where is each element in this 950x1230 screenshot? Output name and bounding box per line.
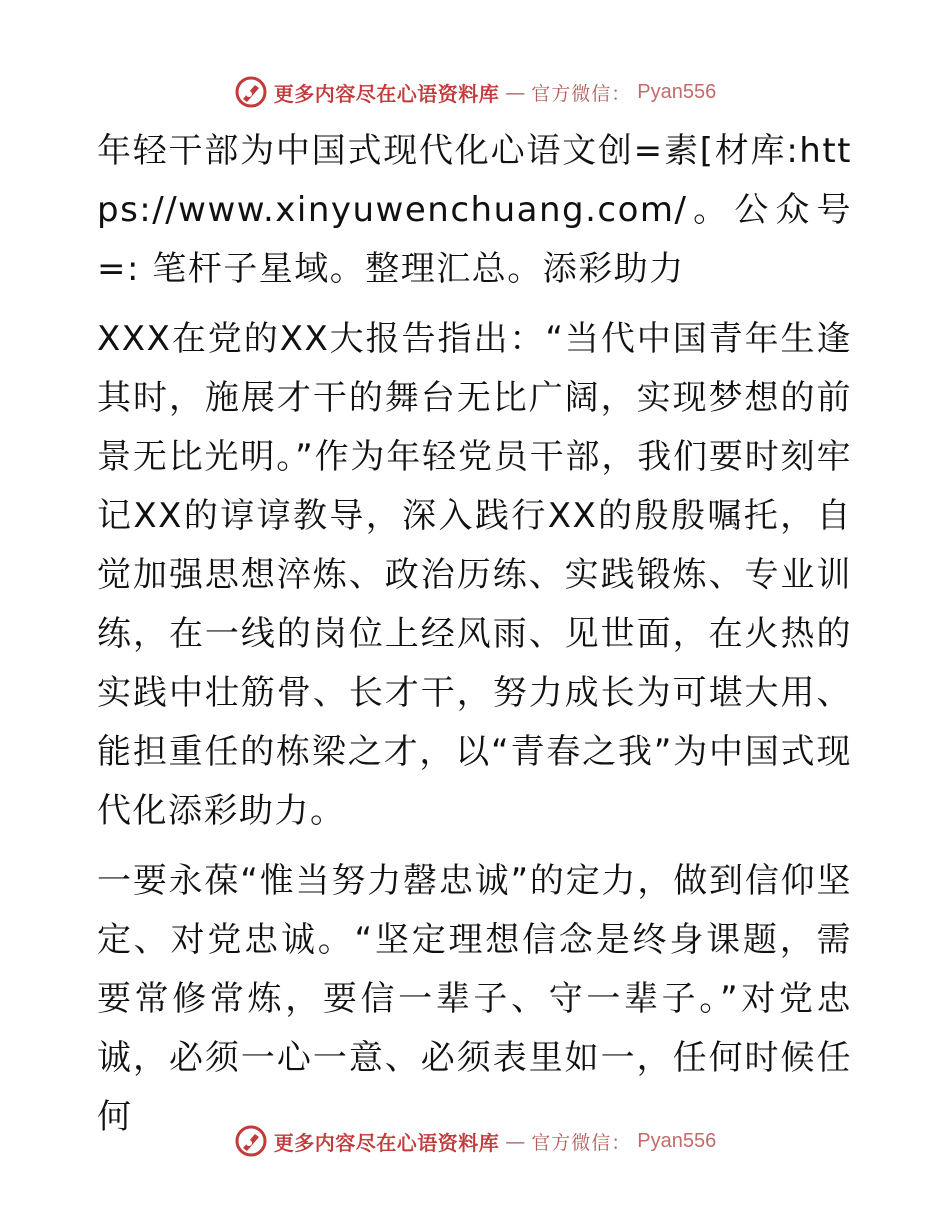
banner-wechat-label: 官方微信： xyxy=(531,1131,632,1154)
banner-brand-text: 更多内容尽在心语资料库 xyxy=(273,1130,500,1155)
banner-wechat-label: 官方微信： xyxy=(531,82,632,105)
banner-separator: — xyxy=(505,1129,526,1153)
document-body xyxy=(97,122,852,1158)
banner-wechat-id: Pyan556 xyxy=(637,1129,717,1152)
paragraph-title: 年轻干部为中国式现代化心语文创=素[材库:https://www.xinyuwenchuang.com/。公众号=: 笔杆子星域。整理汇总。添彩助力 xyxy=(97,131,852,289)
logo-icon xyxy=(234,1124,268,1158)
logo-icon xyxy=(234,75,268,109)
paragraph-point-one: 一要永葆“惟当努力罄忠诚”的定力，做到信仰坚定、对党忠诚。“坚定理想信念是终身课题，需要常修常炼，要信一辈子、守一辈子。”对党忠诚，必须一心一意、必须表里如一，任何时候任何 xyxy=(97,861,852,1137)
banner-wechat-id: Pyan556 xyxy=(637,80,717,103)
footer-banner xyxy=(0,1121,950,1161)
banner-separator: — xyxy=(505,80,526,104)
header-banner xyxy=(0,72,950,112)
banner-brand-text: 更多内容尽在心语资料库 xyxy=(273,81,500,106)
paragraph-intro: XXX在党的XX大报告指出：“当代中国青年生逢其时，施展才干的舞台无比广阔，实现梦想的前景无比光明。”作为年轻党员干部，我们要时刻牢记XX的谆谆教导，深入践行XX的殷殷嘱托，自觉加强思想淬炼、政治历练、实践锻炼、专业训练，在一线的岗位上经风雨、见世面，在火热的实践中壮筋骨、长才干，努力成长为可堪大用、能担重任的栋梁之才，以“青春之我”为中国式现代化添彩助力。 xyxy=(97,319,852,831)
